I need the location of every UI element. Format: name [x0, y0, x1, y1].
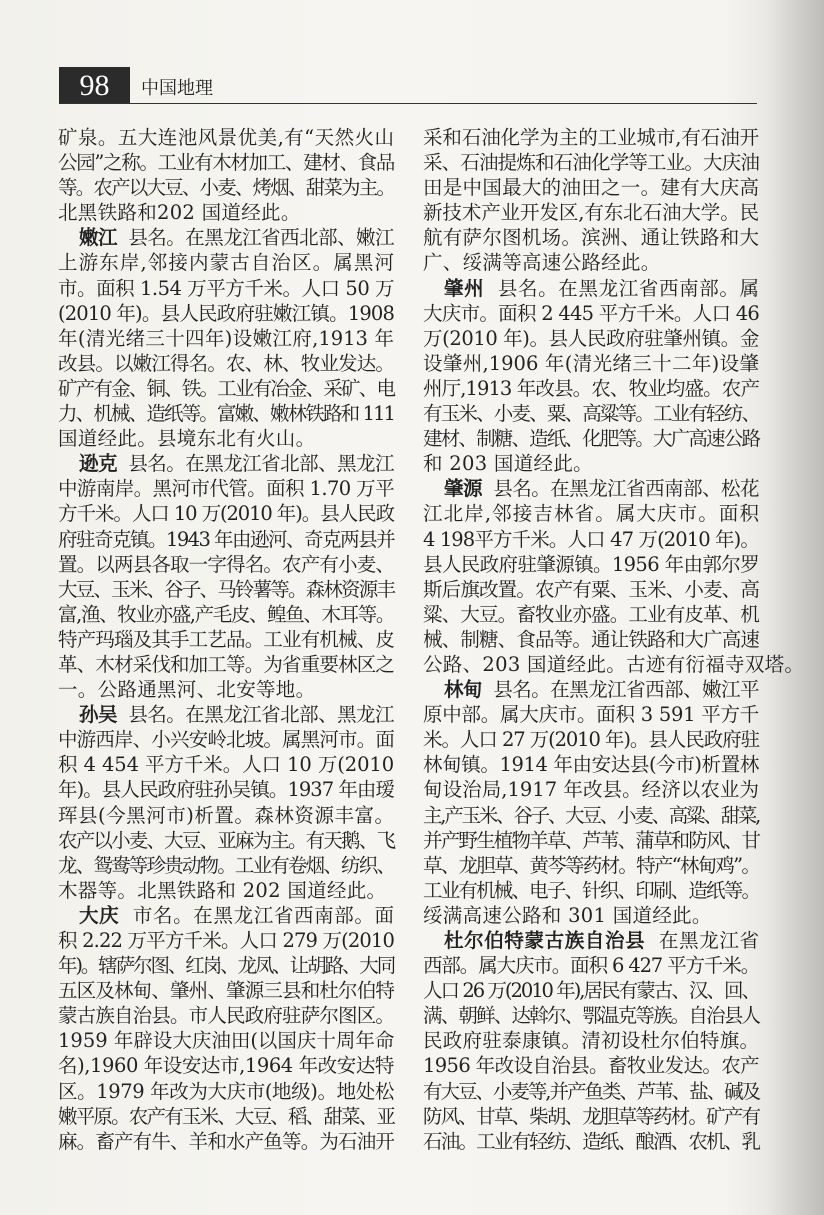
line-text: 改县。以嫩江得名。农、林、牧业发达。 — [58, 351, 394, 375]
page-number: 98 — [59, 67, 130, 103]
line-text: 木器等。北黑铁路和 202 国道经此。 — [58, 878, 387, 902]
line-text: 北黑铁路和202 国道经此。 — [58, 201, 301, 225]
line-text: 力、机械、造纸等。富嫩、嫩林铁路和 111 — [58, 402, 394, 426]
text-line — [58, 828, 394, 853]
text-line — [423, 376, 759, 401]
text-line — [423, 602, 759, 627]
text-line — [423, 527, 759, 552]
text-line — [58, 752, 394, 777]
line-text: 县名。在黑龙江省西北部、嫩江 — [116, 226, 394, 250]
line-text: 县人民政府驻肇源镇。1956 年由郭尔罗 — [423, 552, 759, 576]
text-line — [423, 150, 759, 175]
line-text: 等。农产以大豆、小麦、烤烟、甜菜为主。 — [58, 176, 394, 200]
line-text: 县名。在黑龙江省北部、黑龙江 — [116, 452, 394, 476]
text-line — [423, 250, 759, 275]
line-text: 有玉米、小麦、粟、高粱等。工业有轻纺、 — [423, 402, 759, 426]
text-line — [423, 853, 759, 878]
entry-first-line — [423, 476, 759, 501]
text-line — [423, 200, 759, 225]
line-text: 公路、203 国道经此。古迹有衍福寺双塔。 — [423, 652, 805, 676]
line-text: 和 203 国道经此。 — [423, 452, 593, 476]
text-line — [58, 326, 394, 351]
line-text: 1956 年改设自治县。畜牧业发达。农产 — [423, 1054, 759, 1078]
text-line — [58, 276, 394, 301]
text-line — [58, 677, 394, 702]
text-line — [58, 552, 394, 577]
line-text: 采和石油化学为主的工业城市,有石油开 — [423, 126, 759, 149]
line-text: 满、朝鲜、达斡尔、鄂温克等族。自治县人 — [423, 1004, 759, 1028]
text-line — [58, 527, 394, 552]
line-text: 嫩平原。农产有玉米、大豆、稻、甜菜、亚 — [58, 1104, 394, 1128]
right-text-column — [423, 125, 805, 1154]
line-text: 富,渔、牧业亦盛,产毛皮、鳇鱼、木耳等。 — [58, 602, 394, 626]
entry-headword: 林甸 — [444, 678, 482, 702]
text-line — [58, 250, 394, 275]
line-text: 年)。辖萨尔图、红岗、龙凤、让胡路、大同 — [58, 954, 394, 978]
line-text: 原中部。属大庆市。面积 3 591 平方千 — [423, 703, 759, 727]
line-text: 珲县(今黑河市)析置。森林资源丰富。 — [58, 803, 394, 827]
line-text: 区。1979 年改为大庆市(地级)。地处松 — [58, 1079, 394, 1103]
text-line — [423, 1003, 759, 1028]
line-text: (2010 年)。县人民政府驻嫩江镇。1908 — [58, 301, 394, 325]
text-line — [423, 627, 759, 652]
line-text: 甸设治局,1917 年改县。经济以农业为 — [423, 778, 759, 802]
line-text: 县名。在黑龙江省西南部。属 — [484, 276, 759, 300]
entry-headword: 杜尔伯特蒙古族自治县 — [444, 929, 646, 952]
text-line — [58, 1104, 394, 1129]
text-line — [58, 777, 394, 802]
text-line — [423, 803, 759, 828]
line-text: 州厅,1913 年改县。农、牧业均盛。农产 — [423, 376, 759, 400]
text-line — [58, 1003, 394, 1028]
entry-headword: 嫩江 — [79, 226, 117, 250]
text-line — [58, 150, 394, 175]
text-line — [423, 828, 759, 853]
text-line — [423, 351, 759, 376]
line-text: 矿产有金、铜、铁。工业有冶金、采矿、电 — [58, 376, 394, 400]
line-text: 广、绥满等高速公路经此。 — [423, 251, 661, 275]
text-line — [58, 803, 394, 828]
line-text: 并产野生植物羊草、芦苇、蒲草和防风、甘 — [423, 828, 759, 852]
text-line — [423, 752, 759, 777]
text-line — [58, 1129, 394, 1154]
entry-first-line — [58, 702, 394, 727]
text-line — [423, 301, 759, 326]
text-line — [58, 953, 394, 978]
text-line — [58, 627, 394, 652]
entry-first-line — [423, 677, 759, 702]
line-text: 矿泉。五大连池风景优美,有“天然火山 — [58, 126, 394, 149]
text-line — [423, 1079, 759, 1104]
line-text: 航有萨尔图机场。滨洲、通让铁路和大 — [423, 226, 759, 250]
line-text: 草、龙胆草、黄芩等药材。特产“林甸鸡”。 — [423, 853, 759, 877]
line-text: 一。公路通黑河、北安等地。 — [58, 678, 316, 702]
text-line — [423, 401, 759, 426]
text-line — [423, 175, 759, 200]
line-text: 主,产玉米、谷子、大豆、小麦、高粱、甜菜, — [423, 803, 759, 827]
text-line — [423, 727, 759, 752]
text-line — [58, 602, 394, 627]
line-text: 斯后旗改置。农产有粟、玉米、小麦、高 — [423, 577, 759, 601]
line-text: 革、木材采伐和加工等。为省重要林区之 — [58, 652, 394, 676]
line-text: 粱、大豆。畜牧业亦盛。工业有皮革、机 — [423, 602, 759, 626]
entry-first-line — [423, 276, 759, 301]
text-line — [58, 501, 394, 526]
text-line — [423, 978, 759, 1003]
running-header — [59, 67, 757, 104]
text-line — [58, 125, 394, 150]
entry-headword: 肇源 — [444, 477, 482, 501]
entry-headword: 孙吴 — [79, 703, 117, 727]
line-text: 新技术产业开发区,有东北石油大学。民 — [423, 201, 759, 225]
line-text: 设肇州,1906 年(清光绪三十二年)设肇 — [423, 351, 759, 375]
line-text: 民政府驻泰康镇。清初设杜尔伯特旗。 — [423, 1029, 759, 1053]
line-text: 械、制糖、食品等。通让铁路和大广高速 — [423, 627, 759, 651]
line-text: 万(2010 年)。县人民政府驻肇州镇。金 — [423, 326, 759, 350]
line-text: 江北岸,邻接吉林省。属大庆市。面积 — [423, 502, 759, 526]
entry-headword: 大庆 — [79, 903, 120, 927]
line-text: 林甸镇。1914 年由安达县(今市)析置林 — [423, 753, 759, 777]
line-text: 绥满高速公路和 301 国道经此。 — [423, 903, 712, 927]
line-text: 石油。工业有轻纺、造纸、酿酒、农机、乳 — [423, 1129, 759, 1153]
line-text: 方千米。人口 10 万(2010 年)。县人民政 — [58, 502, 394, 526]
text-line — [58, 1079, 394, 1104]
text-line — [423, 1104, 759, 1129]
line-text: 年(清光绪三十四年)设嫩江府,1913 年 — [58, 326, 394, 350]
line-text: 西部。属大庆市。面积 6 427 平方千米。 — [423, 954, 759, 978]
text-line — [423, 552, 759, 577]
text-line — [58, 426, 394, 451]
text-line — [423, 652, 805, 677]
line-text: 1959 年辟设大庆油田(以国庆十周年命 — [58, 1029, 395, 1053]
line-text: 米。人口 27 万(2010 年)。县人民政府驻 — [423, 728, 759, 752]
entry-headword: 逊克 — [79, 452, 117, 476]
book-title: 中国地理 — [141, 78, 213, 99]
line-text: 置。以两县各取一字得名。农产有小麦、 — [58, 552, 394, 576]
text-line — [423, 426, 759, 451]
text-line — [58, 978, 394, 1003]
line-text: 采、石油提炼和石油化学等工业。大庆油 — [423, 151, 759, 175]
text-line — [58, 1028, 394, 1053]
entry-headword: 肇州 — [444, 276, 485, 300]
line-text: 名),1960 年设安达市,1964 年改安达特 — [58, 1054, 394, 1078]
line-text: 县名。在黑龙江省北部、黑龙江 — [116, 703, 394, 727]
line-text: 中游西岸、小兴安岭北坡。属黑河市。面 — [58, 728, 394, 752]
line-text: 大庆市。面积 2 445 平方千米。人口 46 — [423, 301, 759, 325]
text-line — [58, 351, 394, 376]
entry-first-line — [58, 903, 394, 928]
line-text: 大豆、玉米、谷子、马铃薯等。森林资源丰 — [58, 577, 394, 601]
line-text: 积 2.22 万平方千米。人口 279 万(2010 — [58, 929, 394, 952]
text-line — [423, 1129, 759, 1154]
entry-first-line — [58, 451, 394, 476]
text-line — [58, 200, 394, 225]
line-text: 公园”之称。工业有木材加工、建材、食品 — [58, 151, 394, 175]
line-text: 中游南岸。黑河市代管。面积 1.70 万平 — [58, 477, 394, 501]
text-line — [58, 928, 394, 953]
line-text: 市名。在黑龙江省西南部。面 — [119, 903, 394, 927]
text-line — [423, 326, 759, 351]
line-text: 国道经此。县境东北有火山。 — [58, 427, 316, 451]
line-text: 积 4 454 平方千米。人口 10 万(2010 — [58, 753, 395, 777]
text-line — [58, 376, 394, 401]
text-line — [58, 476, 394, 501]
text-line — [58, 878, 394, 903]
text-line — [423, 577, 759, 602]
text-line — [58, 727, 394, 752]
text-line — [58, 1053, 394, 1078]
line-text: 麻。畜产有牛、羊和水产鱼等。为石油开 — [58, 1129, 394, 1153]
line-text: 农产以小麦、大豆、亚麻为主。有天鹅、飞 — [58, 828, 394, 852]
line-text: 五区及林甸、肇州、肇源三县和杜尔伯特 — [58, 979, 394, 1003]
line-text: 年)。县人民政府驻孙吴镇。1937 年由瑷 — [58, 778, 394, 802]
text-line — [423, 451, 759, 476]
text-line — [423, 777, 759, 802]
line-text: 田是中国最大的油田之一。建有大庆高 — [423, 176, 759, 200]
text-line — [58, 652, 394, 677]
line-text: 龙、鸳鸯等珍贵动物。工业有卷烟、纺织、 — [58, 853, 394, 877]
text-line — [423, 1053, 759, 1078]
text-line — [423, 1028, 759, 1053]
line-text: 人口 26 万(2010 年),居民有蒙古、汉、回、 — [423, 979, 759, 1003]
line-text: 县名。在黑龙江省西部、嫩江平 — [481, 678, 759, 702]
text-line — [423, 953, 759, 978]
text-line — [423, 878, 759, 903]
left-text-column — [58, 125, 394, 1154]
entry-first-line — [58, 225, 394, 250]
line-text: 工业有机械、电子、针织、印刷、造纸等。 — [423, 878, 759, 902]
text-line — [58, 175, 394, 200]
line-text: 有大豆、小麦等,并产鱼类、芦苇、盐、碱及 — [423, 1079, 759, 1103]
line-text: 在黑龙江省 — [645, 929, 759, 952]
text-line — [423, 501, 759, 526]
line-text: 县名。在黑龙江省西南部、松花 — [481, 477, 759, 501]
text-line — [58, 301, 394, 326]
line-text: 防风、甘草、柴胡、龙胆草等药材。矿产有 — [423, 1104, 759, 1128]
text-line — [58, 577, 394, 602]
text-line — [423, 702, 759, 727]
text-line — [58, 853, 394, 878]
line-text: 特产玛瑙及其手工艺品。工业有机械、皮 — [58, 627, 394, 651]
text-line — [423, 125, 759, 150]
line-text: 4 198平方千米。人口 47 万(2010 年)。 — [423, 527, 759, 551]
entry-first-line — [423, 928, 759, 953]
text-line — [423, 225, 759, 250]
line-text: 蒙古族自治县。市人民政府驻萨尔图区。 — [58, 1004, 394, 1028]
line-text: 府驻奇克镇。1943 年由逊河、奇克两县并 — [58, 527, 394, 551]
line-text: 建材、制糖、造纸、化肥等。大广高速公路 — [423, 427, 759, 451]
text-line — [58, 401, 394, 426]
line-text: 市。面积 1.54 万平方千米。人口 50 万 — [58, 276, 394, 300]
text-line — [423, 903, 759, 928]
line-text: 上游东岸,邻接内蒙古自治区。属黑河 — [58, 251, 394, 275]
